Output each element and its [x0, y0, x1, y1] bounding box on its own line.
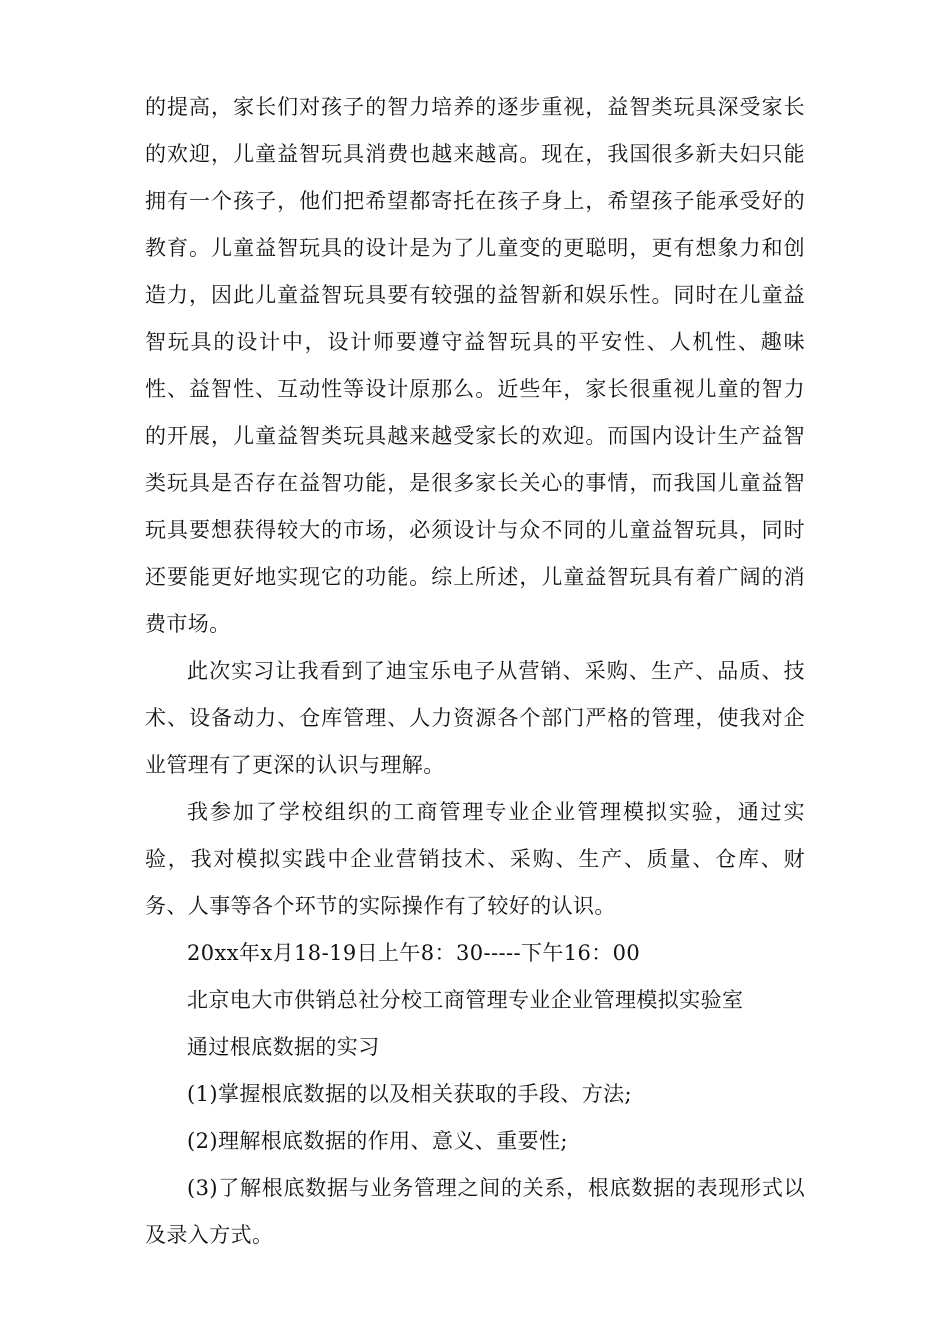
list-item-1: (1)掌握根底数据的以及相关获取的手段、方法; — [187, 1082, 633, 1106]
paragraph-simulation-experiment: 我参加了学校组织的工商管理专业企业管理模拟实验，通过实验，我对模拟实践中企业营销技术、采购、生产、质量、仓库、财务、人事等各个环节的实际操作有了较好的认识。 — [145, 800, 805, 918]
paragraph-purpose-heading: 通过根底数据的实习 — [187, 1035, 380, 1059]
paragraph-internship-observation: 此次实习让我看到了迪宝乐电子从营销、采购、生产、品质、技术、设备动力、仓库管理、人力资源各个部门严格的管理，使我对企业管理有了更深的认识与理解。 — [145, 659, 805, 777]
list-item-2: (2)理解根底数据的作用、意义、重要性; — [187, 1129, 568, 1153]
paragraph-location: 北京电大市供销总社分校工商管理专业企业管理模拟实验室 — [187, 988, 744, 1012]
document-body — [145, 84, 805, 1259]
paragraph-schedule: 20xx年x月18-19日上午8：30-----下午16：00 — [187, 941, 641, 965]
paragraph-toy-market: 的提高，家长们对孩子的智力培养的逐步重视，益智类玩具深受家长的欢迎，儿童益智玩具消费也越来越高。现在，我国很多新夫妇只能拥有一个孩子，他们把希望都寄托在孩子身上，希望孩子能承受好的教育。儿童益智玩具的设计是为了儿童变的更聪明，更有想象力和创造力，因此儿童益智玩具要有较强的益智新和娱乐性。同时在儿童益智玩具的设计中，设计师要遵守益智玩具的平安性、人机性、趣味性、益智性、互动性等设计原那么。近些年，家长很重视儿童的智力的开展，儿童益智类玩具越来越受家长的欢迎。而国内设计生产益智类玩具是否存在益智功能，是很多家长关心的事情，而我国儿童益智玩具要想获得较大的市场，必须设计与众不同的儿童益智玩具，同时还要能更好地实现它的功能。综上所述，儿童益智玩具有着广阔的消费市场。 — [145, 95, 805, 636]
list-item-3: (3)了解根底数据与业务管理之间的关系，根底数据的表现形式以及录入方式。 — [145, 1176, 805, 1247]
